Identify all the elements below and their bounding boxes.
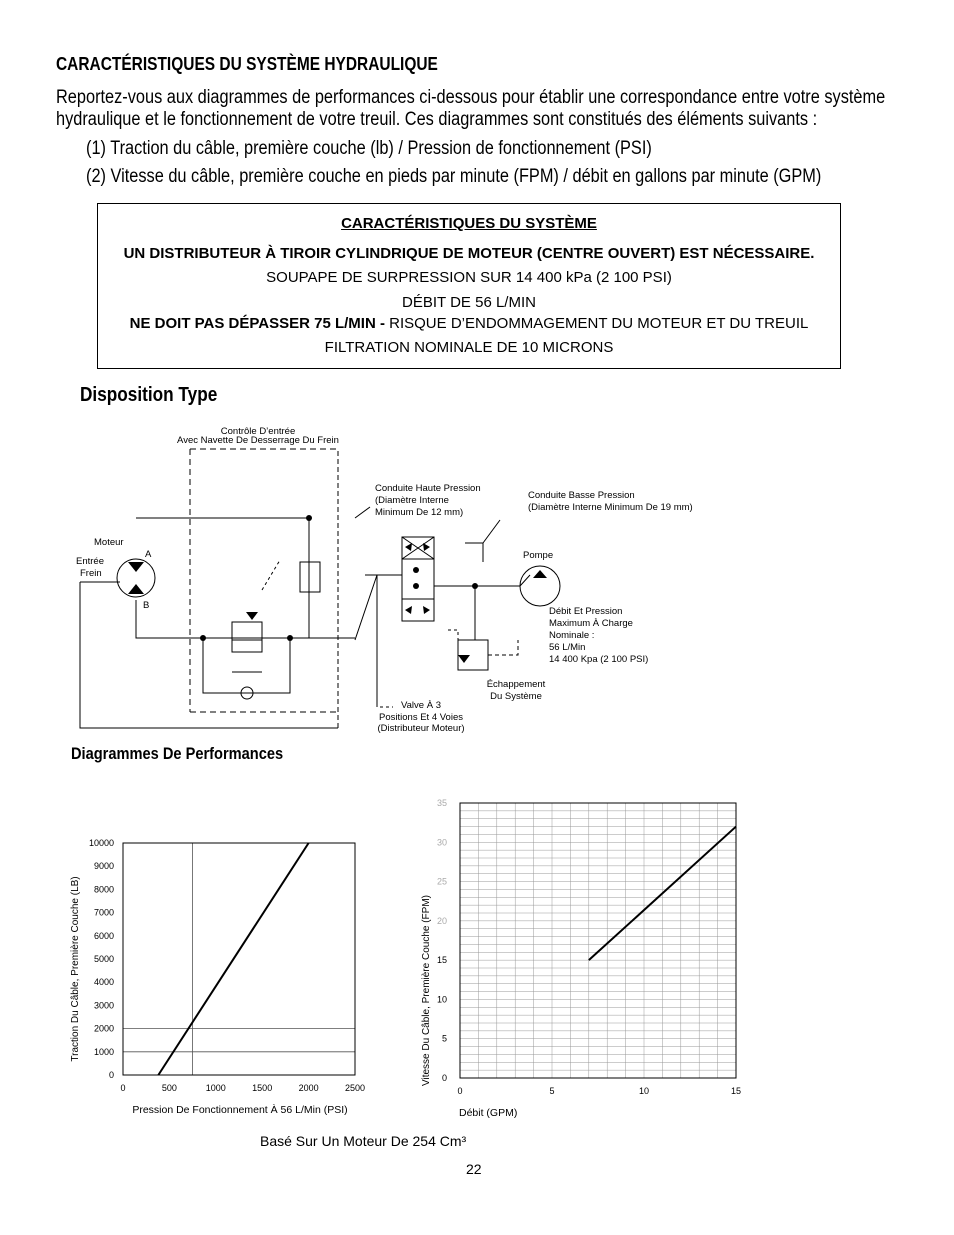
pump-label: Pompe: [523, 550, 554, 561]
y-tick-label: 7000: [93, 907, 114, 918]
y-tick-label: 6000: [93, 930, 114, 941]
y-tick-label: 9000: [93, 861, 114, 872]
node-1: [306, 515, 312, 521]
exhaust-label-1: Échappement: [486, 679, 546, 690]
y-tick-label: 30: [436, 837, 447, 848]
brake-return-line: [80, 582, 338, 728]
y-tick-label: 20: [436, 915, 447, 926]
high-pressure-label-3: Minimum De 12 mm): [375, 507, 464, 518]
plot-frame: [460, 803, 736, 1078]
y-tick-label: 15: [436, 955, 447, 966]
x-tick-label: 0: [457, 1086, 463, 1096]
x-tick-label: 2000: [298, 1083, 319, 1093]
y-tick-label: 8000: [93, 884, 114, 895]
node-2: [287, 635, 293, 641]
valve-label-2: Positions Et 4 Voies: [379, 712, 463, 723]
y-axis-label: Vitesse Du Câble, Première Couche (FPM): [421, 895, 432, 1086]
y-axis-label: Traction Du Câble, Première Couche (LB): [70, 876, 81, 1062]
return-line: [355, 575, 377, 707]
x-tick-label: 2500: [344, 1083, 366, 1093]
low-pressure-label-2: (Diamètre Interne Minimum De 19 mm): [528, 502, 693, 513]
flow-label-4: 56 L/Min: [549, 642, 586, 653]
flow-label-1: Débit Et Pression: [549, 606, 623, 617]
brake-label-1: Entrée: [76, 556, 104, 567]
system-box-line-3: DÉBIT DE 56 L/MIN: [402, 294, 536, 311]
y-tick-label: 0: [441, 1073, 447, 1083]
control-label-2: Avec Navette De Desserrage Du Frein: [177, 435, 339, 446]
system-box-title: CARACTÉRISTIQUES DU SYSTÈME: [341, 215, 597, 232]
hydraulic-schematic: [0, 420, 954, 740]
high-pressure-label-2: (Diamètre Interne: [375, 495, 449, 506]
motor-arrow-a: [128, 562, 144, 572]
y-tick-label: 1000: [93, 1046, 114, 1057]
flow-label-5: 14 400 Kpa (2 100 PSI): [549, 654, 649, 665]
x-axis-label: Débit (GPM): [459, 1107, 518, 1119]
intro-item-1: (1) Traction du câble, première couche (lb) / Pression de fonctionnement (PSI): [86, 138, 652, 159]
high-pressure-label-1: Conduite Haute Pression: [375, 483, 481, 494]
x-axis-label: Pression De Fonctionnement À 56 L/Min (PSI): [132, 1104, 348, 1116]
y-tick-label: 35: [436, 798, 447, 808]
y-tick-label: 10: [436, 994, 447, 1005]
x-tick-label: 500: [161, 1083, 177, 1093]
system-characteristics-box: [97, 203, 841, 369]
x-tick-label: 15: [730, 1086, 742, 1096]
system-box-line-1: UN DISTRIBUTEUR À TIROIR CYLINDRIQUE DE MOTEUR (CENTRE OUVERT) EST NÉCESSAIRE.: [123, 245, 815, 262]
relief-arrow: [246, 612, 258, 620]
section-title: CARACTÉRISTIQUES DU SYSTÈME HYDRAULIQUE: [56, 54, 438, 74]
x-tick-label: 1000: [205, 1083, 226, 1093]
intro-item-2: (2) Vitesse du câble, première couche en pieds par minute (FPM) / débit en gallons par minute (GPM): [86, 166, 822, 187]
y-tick-label: 10000: [88, 838, 114, 848]
y-tick-label: 5: [441, 1033, 447, 1044]
high-pressure-pointer: [355, 507, 370, 518]
y-tick-label: 25: [436, 876, 447, 887]
footnote: Basé Sur Un Moteur De 254 Cm³: [260, 1133, 467, 1149]
y-tick-label: 4000: [93, 977, 114, 988]
pull-pressure-chart: [70, 838, 365, 1116]
layout-title: Disposition Type: [80, 384, 218, 406]
performance-charts: [0, 790, 954, 1130]
intro-line-2: hydraulique et le fonctionnement de votre treuil. Ces diagrammes sont constitués des éléments suivants :: [56, 109, 818, 130]
x-tick-label: 1500: [252, 1083, 273, 1093]
system-box-warning-rest: RISQUE D’ENDOMMAGEMENT DU MOTEUR ET DU TREUIL: [384, 315, 809, 332]
valve-label-1: Valve À 3: [401, 700, 441, 711]
intro-line-1: Reportez-vous aux diagrammes de performances ci-dessous pour établir une correspondance entre votre système: [56, 87, 886, 108]
brake-label-2: Frein: [80, 568, 102, 579]
relief-valve: [232, 622, 262, 652]
system-box-line-2: SOUPAPE DE SURPRESSION SUR 14 400 kPa (2 100 PSI): [266, 269, 672, 286]
y-tick-label: 2000: [93, 1023, 114, 1034]
low-pressure-line: [465, 543, 483, 562]
x-tick-label: 0: [120, 1083, 126, 1093]
valve-position-2: [402, 559, 434, 599]
motor-port-a-line: [136, 518, 309, 560]
check-loop: [203, 638, 290, 693]
system-box-line-5: FILTRATION NOMINALE DE 10 MICRONS: [324, 339, 614, 356]
pump-arrow: [533, 570, 547, 578]
system-box-line-4: [98, 315, 840, 332]
plot-frame: [123, 843, 355, 1075]
page-number: 22: [466, 1161, 482, 1177]
low-pressure-label-1: Conduite Basse Pression: [528, 490, 635, 501]
x-tick-label: 5: [549, 1086, 555, 1096]
valve-label-3: (Distributeur Moteur): [377, 723, 465, 734]
y-tick-label: 0: [108, 1070, 114, 1080]
control-label-1: Contrôle D’entrée: [220, 426, 296, 437]
y-tick-label: 5000: [93, 954, 114, 964]
exhaust-label-2: Du Système: [490, 691, 542, 702]
y-tick-label: 3000: [93, 1000, 114, 1011]
flow-label-2: Maximum À Charge: [549, 618, 633, 629]
flow-label-3: Nominale :: [549, 630, 595, 641]
shuttle-valve: [300, 562, 320, 592]
series-line: [158, 843, 308, 1075]
motor-arrow-b: [128, 584, 144, 594]
speed-flow-chart: [421, 798, 741, 1119]
pump-line: [434, 586, 475, 640]
motor-label: Moteur: [94, 537, 124, 548]
port-a-label: A: [145, 549, 152, 560]
port-b-label: B: [143, 600, 150, 611]
system-box-warning: NE DOIT PAS DÉPASSER 75 L/MIN -: [129, 315, 385, 332]
x-tick-label: 10: [638, 1086, 650, 1096]
performance-title: Diagrammes De Performances: [71, 744, 284, 763]
